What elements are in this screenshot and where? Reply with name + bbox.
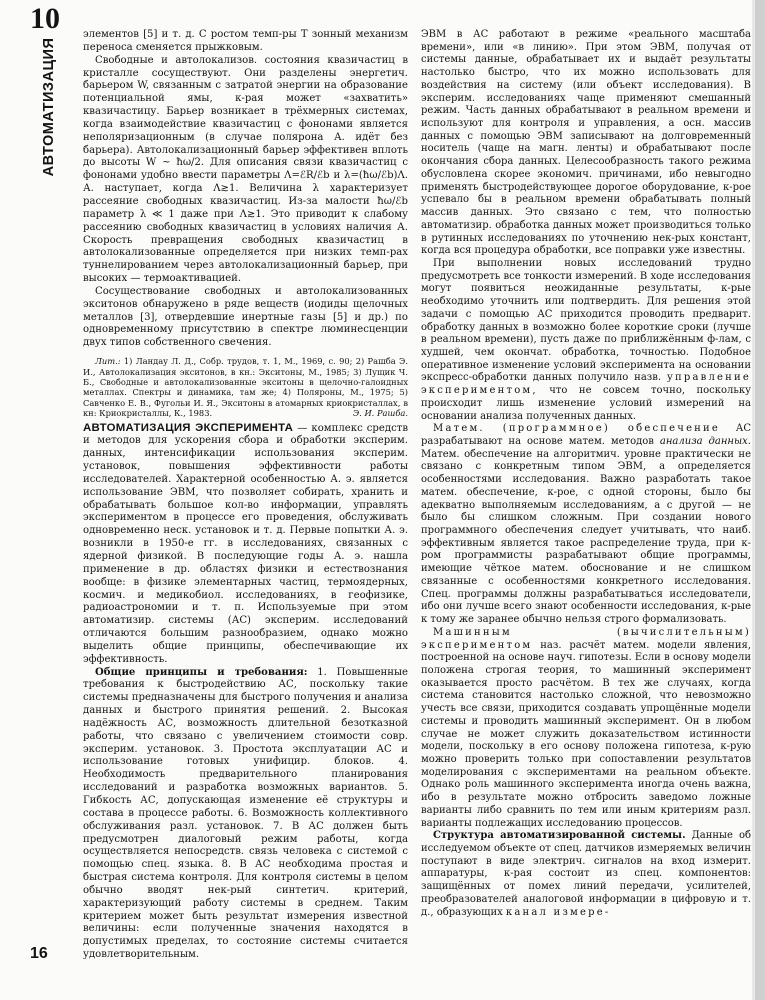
software-text-tail: Матем. обеспечение на алгоритмич. уровне практически не связано с конкретным типом ЭВМ, а определяется особенностями исследования. Важно разработать такое матем. обеспечение, к-рое, с одной стороны, было бы адекватно выполняемым исследованиям, а с другой — не было бы слишком сложным. При создании нового программного обеспечения следует учитывать, что наиб. эффективным является такое распределение труда, при к-ром программисты разрабатывают общие программы, имеющие чёткое матем. обоснование и не слишком связанные с особенностями конкретного исследования. Спец. программы должны разрабатываться исследователи, ибо они лучше всего знают особенности исследования, к-рые к тому же заранее обычно нельзя строго формализовать.	[421, 448, 751, 626]
left-column	[83, 29, 408, 962]
right-column	[421, 29, 751, 919]
article-intro	[83, 422, 408, 667]
structure-paragraph	[421, 830, 751, 919]
structure-heading: Структура автоматизированной системы.	[433, 830, 686, 842]
page-edge-highlight	[752, 0, 755, 1000]
right-paragraph-1: ЭВМ в АС работают в режиме «реального масштаба времени», или «в линию». При этом ЭВМ, получая от системы данные, обрабатывает их и выдаёт результаты настолько быстро, что их можно использовать для воздействия на систему (или объект исследования). В эксперим. исследованиях чаще применяют смешанный режим. Часть данных обрабатывают в реальном времени и используют для контроля и управления, а осн. массив данных с помощью ЭВМ записывают на долговременный носитель (чаще на магн. ленты) и обрабатывают после окончания сбора данных. Целесообразность такого режима обусловлена скорее экономич. причинами, ибо невыгодно применять быстродействующее дорогое оборудование, к-рое успевало бы в реальном времени обрабатывать полный массив данных. Это связано с тем, что полностью автоматизир. обработка данных может производиться только в рутинных исследованиях по уточнению нек-рых констант, когда вся процедура обработки, все поправки уже известны.	[421, 29, 751, 257]
data-analysis-term: анализа данных.	[659, 436, 751, 447]
principles-paragraph	[83, 667, 408, 962]
right-paragraph-2	[421, 258, 751, 423]
left-paragraph-2: Свободные и автолокализов. состояния квазичастиц в кристалле сосуществуют. Они разделены энергетич. барьером W, связанным с затратой энергии на образование потенциальной ямы, к-рая может «захватить» квазичастицу. Барьер возникает в трёхмерных системах, когда взаимодействие квазичастиц с фононами является неполяризационным (в случае полярона А. идёт без барьера). Автолокализационный барьер эффективен вплоть до высоты W ~ ħω/2. Для описания связи квазичастиц с фононами удобно ввести параметры Λ=ℰR/ℰb и λ=(ħω/ℰb)Λ. А. наступает, когда Λ≳1. Величина λ характеризует рассеяние свободных квазичастиц. Из-за малости ħω/ℰb параметр λ ≪ 1 даже при Λ≳1. Это приводит к слабому рассеянию свободных квазичастиц в условиях наличия А. Скорость превращения свободных квазичастиц в автолокализованные определяется при низких темп-рах туннелированием через автолокализационный барьер, при высоких — термоактивацией.	[83, 54, 408, 285]
software-text: АС разрабатывают на основе матем. методов	[421, 423, 751, 447]
left-paragraph-3: Сосуществование свободных и автолокализованных экситонов обнаружено в ряде веществ (иодиды щелочных металлов [3], отвердевшие инертные газы [5] и др.) по одновременному присутствию в спектре люминесценции двух типов собственного свечения.	[83, 285, 408, 349]
top-page-number: 10	[30, 2, 60, 35]
left-paragraph-1: элементов [5] и т. д. С ростом темп-ры T зонный механизм переноса сменяется прыжковым.	[83, 29, 408, 53]
bibliography-text: 1) Ландау Л. Д., Собр. трудов, т. 1, М., 1969, с. 90; 2) Рашба Э. И., Автолокализация экситонов, в кн.: Экситоны, М., 1985; 3) Лущик Ч. Б., Свободные и автолокализованные экситоны в щелочно-галоидных металлах. Спектры и динамика, там же; 4) Поляроны, М., 1975; 5) Савченко Е. В., Фугольи И. Я., Экситоны в атомарных криокристаллах, в кн: Криокристаллы, К., 1983.	[83, 356, 409, 419]
software-paragraph	[421, 423, 751, 627]
machine-experiment-term: Машинным (вычислительным) экспериментом	[421, 626, 751, 651]
article-author: Э. И. Рашба.	[352, 408, 408, 419]
right-paragraph-2-tail: что не совсем точно, поскольку происходит лишь изменение условий измерений на основании анализа полученных данных.	[421, 385, 751, 422]
running-head-text: АВТОМАТИЗАЦИЯ	[41, 37, 57, 177]
experiment-control-term: управление экспериментом,	[421, 372, 752, 397]
bottom-page-number: 16	[30, 945, 48, 962]
bibliography-label: Лит.:	[95, 356, 121, 367]
page-edge-shadow	[755, 0, 765, 1000]
structure-text: Данные об исследуемом объекте от спец. датчиков измеряемых величин поступают в виде электрич. сигналов на вход измерит. аппаратуры, к-рая состоит из спец. компонентов: защищённых от помех линий передачи, усилителей, преобразователей аналоговой информации в цифровую и т. д., образующих	[421, 830, 751, 918]
measurement-channel-term: канал измере-	[505, 906, 611, 918]
right-paragraph-2-text: При выполнении новых исследований трудно предусмотреть все тонкости измерений. В ходе исследования могут появиться неожиданные результаты, к-рые необходимо уточнить или подтвердить. Для решения этой задачи с помощью АС приходится проводить предварит. обработку данных в возможно более короткие сроки (лучше в реальном времени), пусть даже по приближённым ф-лам, с худшей, чем окончат. обработка, точностью. Подобное оперативное изменение условий эксперимента на основании экспресс-обработки данных получило назв.	[421, 257, 751, 384]
running-head	[31, 32, 67, 182]
principles-text: 1. Повышенные требования к быстродействию АС, поскольку такие системы предназначены для быстрого получения и анализа данных и быстрого принятия решений. 2. Высокая надёжность АС, возможность длительной безотказной работы, что связано с увеличением стоимости совр. эксперим. установок. 3. Простота эксплуатации АС и использование готовых унифицир. блоков. 4. Необходимость предварительного планирования исследований и разработка возможных вариантов. 5. Гибкость АС, допускающая изменение её структуры и состава в процессе работы. 6. Возможность коллективного обслуживания разл. установок. 7. В АС должен быть предусмотрен диалоговый режим работы, когда осуществляется непосредств. связь человека с системой с помощью спец. языка. 8. В АС необходима простая и быстрая система контроля. Для контроля системы в целом обычно вводят нек-рый синтетич. критерий, характеризующий работу системы в среднем. Таким критерием может быть результат измерения известной величины: если полученные значения находятся в допустимых пределах, то состояние системы считается удовлетворительным.	[83, 666, 409, 961]
machine-experiment-text: наз. расчёт матем. модели явления, построенной на основе науч. гипотезы. Если в основу модели положена строгая теория, то машинный эксперимент оказывается просто расчётом. В тех же случаях, когда система становится настолько сложной, что невозможно учесть все связи, приходится создавать упрощённые модели системы и проводить машинный эксперимент. Он в любом случае не может служить доказательством истинности модели, поскольку в его основу положена гипотеза, к-рую можно проверить только при сопоставлении результатов моделирования с экспериментами на реальном объекте. Однако роль машинного эксперимента иногда очень важна, ибо в результате можно отбросить заведомо ложные варианты либо сравнить по тем или иным критериям разл. варианты подлежащих исследованию процессов.	[421, 639, 751, 829]
article-headword: АВТОМАТИЗАЦИЯ ЭКСПЕРИМЕНТА	[83, 421, 294, 434]
software-term: Матем. (программное) обеспечение	[433, 423, 721, 435]
bibliography	[83, 356, 408, 418]
article-definition: — комплекс средств и методов для ускорения сбора и обработки эксперим. данных, интенсификации использования эксперим. установок, повышения эффективности работы исследователей. Характерной особенностью А. э. является использование ЭВМ, что позволяет собирать, хранить и обрабатывать большое кол-во информации, управлять экспериментом в процессе его проведения, обслуживать одновременно неск. установок и т. д. Первые попытки А. э. возникли в 1950-е гг. в исследованиях, связанных с ядерной физикой. В последующие годы А. э. нашла применение в др. областях физики и естествознания вообще: в физике элементарных частиц, термоядерных, космич. и медикобиол. исследованиях, в геофизике, радиоастрономии и т. п. Используемые при этом автоматизир. системы (АС) эксперим. исследований отличаются большим разнообразием, однако можно выделить общие принципы, обеспечивающие их эффективность.	[83, 422, 408, 665]
machine-experiment-paragraph	[421, 627, 751, 831]
principles-heading: Общие принципы и требования:	[95, 666, 308, 678]
